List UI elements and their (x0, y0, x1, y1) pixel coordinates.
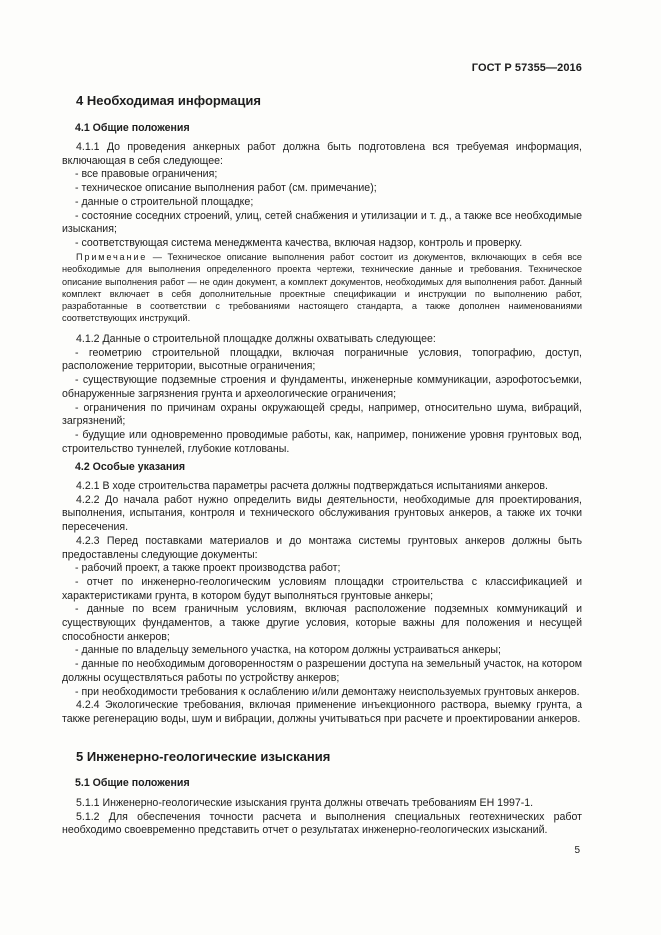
clauses-4-2 (62, 480, 582, 727)
subsection-title: 4.1 Общие положения (75, 122, 190, 134)
clause-4-1-2 (62, 333, 582, 456)
list-item: - при необходимости требования к ослаблению и/или демонтажу неиспользуемых грунтовых анкеров. (75, 685, 580, 698)
section-title: 5 Инженерно-геологические изыскания (76, 749, 331, 764)
list-item: - рабочий проект, а также проект производства работ; (75, 562, 341, 575)
note-text: — Техническое описание выполнения работ состоит из документов, включающих в себя все необходимые для выполнения определенного проекта чертежи, технические данные и требования. Техническое описание выполнения работ — не один документ, а комплект документов, необходимых для выполнения работ. Данный комплект включает в себя дополнительные проектные спецификации и инструкции по выполнению работ, разработанные в соответствии с требованиями настоящего стандарта, а также дополнен наименованиями соответствующих инструкций. (62, 252, 582, 324)
paragraph: 4.2.1 В ходе строительства параметры расчета должны подтверждаться испытаниями анкеров. (76, 480, 548, 492)
list-item: - данные по всем граничным условиям, включая расположение подземных коммуникаций и существующих фундаментов, а также другие условия, которые важны для положения и несущей способности анкеров; (62, 603, 582, 643)
note-block (62, 251, 582, 325)
paragraph: 5.1.2 Для обеспечения точности расчета и выполнения специальных геотехнических работ необходимо своевременно представить отчет о результатах инженерно-геологических изысканий. (62, 810, 582, 837)
list-item: - данные по владельцу земельного участка, на котором должны устраиваться анкеры; (75, 644, 501, 657)
list-item: - состояние соседних строений, улиц, сетей снабжения и утилизации и т. д., а также все необходимые изыскания; (62, 209, 582, 236)
paragraph: 4.2.4 Экологические требования, включая применение инъекционного раствора, выемку грунта, а также регенерацию воды, шум и вибрации, должны учитываться при расчете и проектировании анкеров. (62, 699, 582, 725)
list-item: - данные по необходимым договоренностям о разрешении доступа на земельный участок, на котором должны осуществляться работы по устройству анкеров; (62, 658, 582, 684)
paragraph: 4.2.3 Перед поставками материалов и до монтажа системы грунтовых анкеров должны быть предоставлены следующие документы: (62, 534, 582, 561)
section-title: 4 Необходимая информация (76, 93, 261, 108)
paragraph: 5.1.1 Инженерно-геологические изыскания грунта должны отвечать требованиям ЕН 1997-1. (76, 797, 534, 809)
subsection-4-1-heading (62, 122, 582, 135)
paragraph: 4.1.2 Данные о строительной площадке должны охватывать следующее: (76, 333, 436, 345)
subsection-4-2-heading (62, 461, 582, 474)
list-item: - будущие или одновременно проводимые работы, как, например, понижение уровня грунтовых вод, строительство туннелей, глубокие котлованы. (62, 428, 582, 455)
page-number: 5 (574, 845, 580, 856)
note-label: Примечание (76, 252, 148, 262)
list-item: - отчет по инженерно-геологическим условиям площадки строительства с классификацией и характеристиками грунта, в котором будут выполняться грунтовые анкеры; (62, 575, 582, 602)
section-4-heading (62, 93, 582, 108)
list-item: - данные о строительной площадке; (75, 195, 254, 208)
list-item: - геометрию строительной площадки, включая пограничные условия, топографию, доступ, расположение территории, высотные ограничения; (62, 346, 582, 373)
paragraph: 4.2.2 До начала работ нужно определить виды деятельности, необходимые для проектирования, выполнения, испытания, контроля и технического обслуживания грунтовых анкеров, а также их точки пересечения. (62, 493, 582, 534)
list-item: - все правовые ограничения; (75, 168, 218, 181)
list-item: - техническое описание выполнения работ (см. примечание); (75, 182, 377, 195)
subsection-title: 5.1 Общие положения (75, 777, 190, 789)
clause-4-1-1 (62, 141, 582, 251)
document-id: ГОСТ Р 57355—2016 (471, 62, 582, 74)
subsection-5-1-heading (62, 777, 582, 790)
subsection-title: 4.2 Особые указания (75, 461, 186, 473)
list-item: - существующие подземные строения и фундаменты, инженерные коммуникации, аэрофотосъемки, обнаруженные загрязнения грунта и археологические ограничения; (62, 374, 582, 400)
clauses-5-1 (62, 797, 582, 838)
list-item: - соответствующая система менеджмента качества, включая надзор, контроль и проверку. (75, 236, 523, 249)
note-paragraph (62, 251, 582, 325)
section-5-heading (62, 749, 582, 764)
paragraph: 4.1.1 До проведения анкерных работ должна быть подготовлена вся требуемая информация, включающая в себя следующее: (62, 141, 582, 167)
list-item: - ограничения по причинам охраны окружающей среды, например, относительно шума, вибраций, загрязнений; (62, 401, 582, 428)
